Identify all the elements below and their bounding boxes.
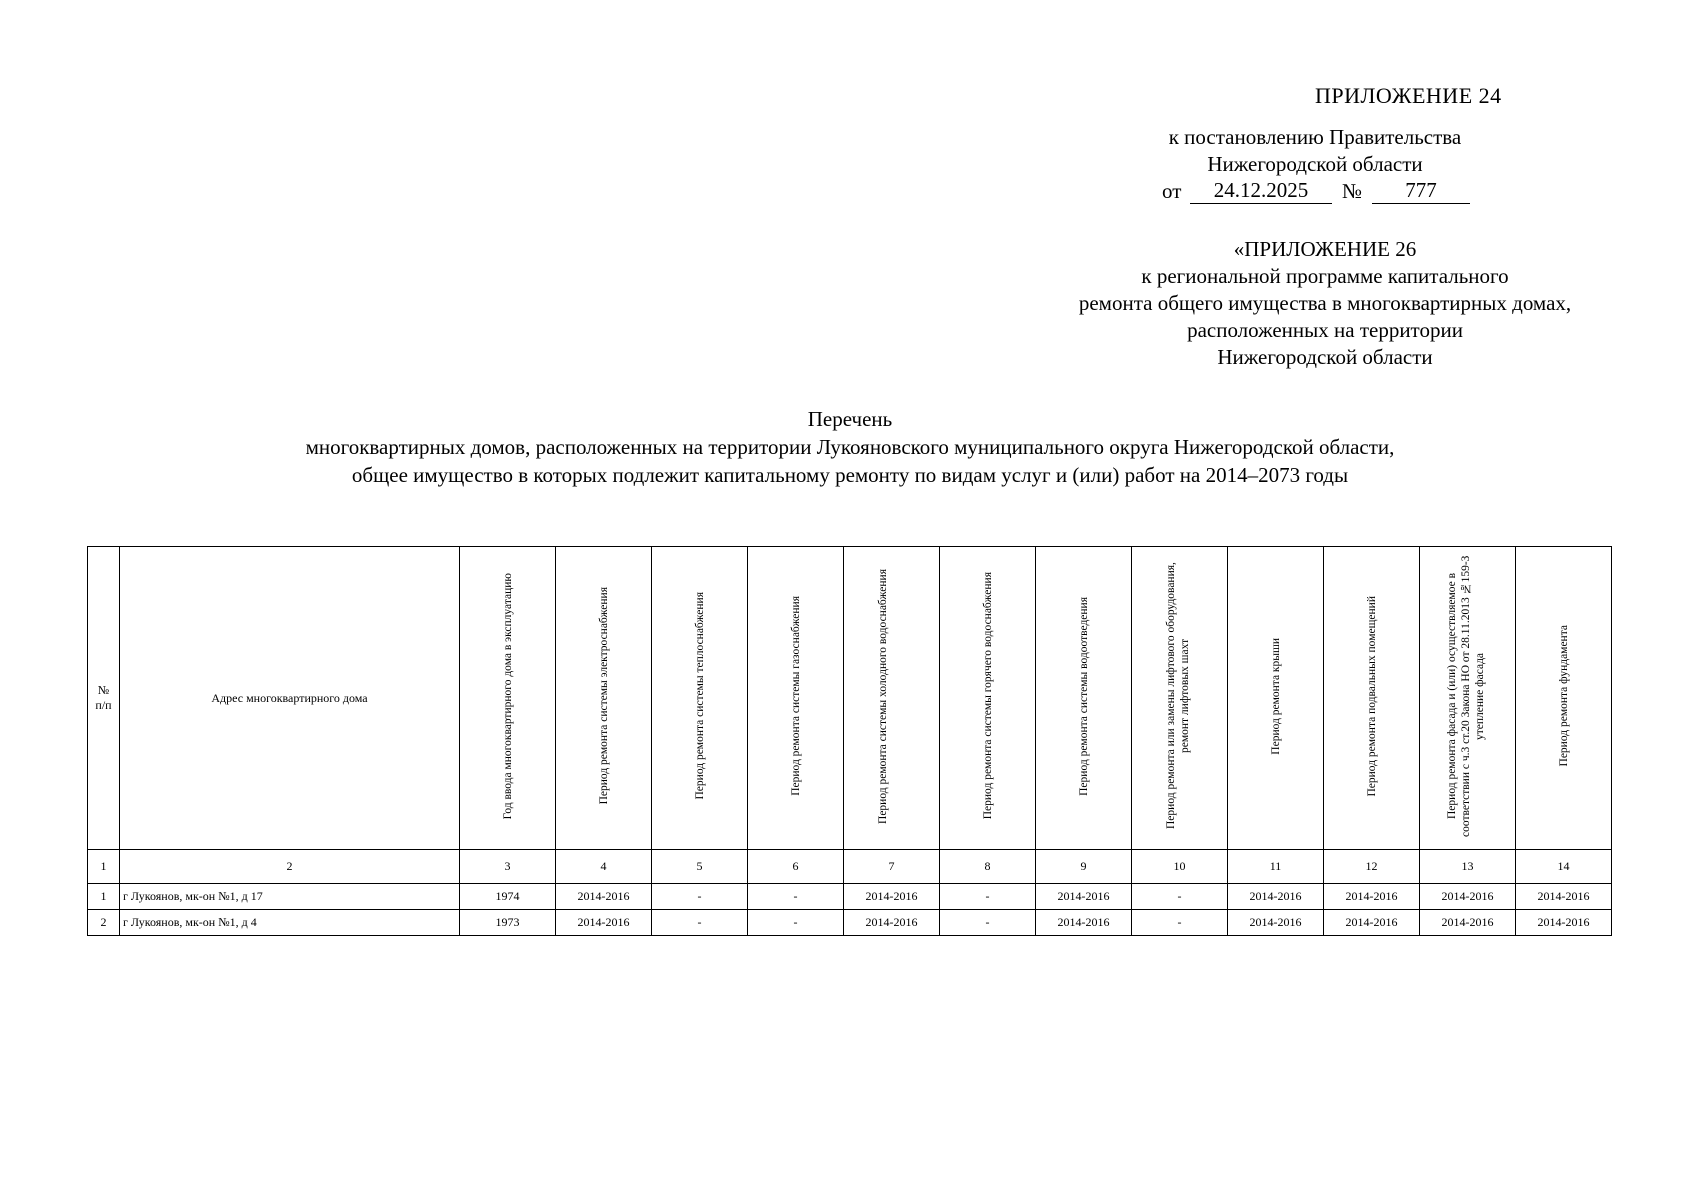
header-label: Период ремонта системы водоотведения <box>1077 596 1090 796</box>
decree-date: 24.12.2025 <box>1190 178 1332 204</box>
table-cell: 2014-2016 <box>1228 910 1324 936</box>
house-address: г Лукоянов, мк-он №1, д 17 <box>120 884 460 910</box>
column-number-row <box>88 850 1612 884</box>
header-cell-facade <box>1420 547 1516 850</box>
number-sign: № <box>1342 179 1363 203</box>
list-title-line-1: Перечень <box>807 407 893 431</box>
column-number: 4 <box>556 850 652 884</box>
row-number: 1 <box>88 884 120 910</box>
table-cell: 2014-2016 <box>556 884 652 910</box>
header-label: № п/п <box>95 683 112 712</box>
header-label: Период ремонта системы электроснабжения <box>597 587 610 805</box>
annex26-line-2: ремонта общего имущества в многоквартирных домах, <box>1078 291 1572 315</box>
header-cell-electric <box>556 547 652 850</box>
house-address: г Лукоянов, мк-он №1, д 4 <box>120 910 460 936</box>
header-cell-roof <box>1228 547 1324 850</box>
annex26-line-3: расположенных на территории <box>1187 318 1463 342</box>
header-label: Период ремонта фундамента <box>1557 625 1570 767</box>
table-cell: 2014-2016 <box>844 910 940 936</box>
header-cell-address <box>120 547 460 850</box>
decree-line-1: к постановлению Правительства <box>1168 125 1462 149</box>
decree-number: 777 <box>1372 178 1470 204</box>
decree-reference <box>1110 124 1520 206</box>
header-cell-basement <box>1324 547 1420 850</box>
table-row <box>88 884 1612 910</box>
table-cell: - <box>748 884 844 910</box>
header-cell-year <box>460 547 556 850</box>
column-number: 10 <box>1132 850 1228 884</box>
column-number: 6 <box>748 850 844 884</box>
header-cell-gas <box>748 547 844 850</box>
table-cell: 2014-2016 <box>1420 884 1516 910</box>
column-number: 2 <box>120 850 460 884</box>
table-cell: - <box>652 884 748 910</box>
column-number: 12 <box>1324 850 1420 884</box>
header-cell-drainage <box>1036 547 1132 850</box>
table-cell: 2014-2016 <box>1420 910 1516 936</box>
column-number: 9 <box>1036 850 1132 884</box>
header-label: Период ремонта системы теплоснабжения <box>693 592 706 800</box>
table-cell: - <box>1132 910 1228 936</box>
column-number: 13 <box>1420 850 1516 884</box>
list-title <box>150 405 1550 489</box>
column-number: 1 <box>88 850 120 884</box>
column-number: 14 <box>1516 850 1612 884</box>
table-cell: 2014-2016 <box>1324 910 1420 936</box>
table-cell: - <box>1132 884 1228 910</box>
list-title-line-2: многоквартирных домов, расположенных на территории Лукояновского муниципального округа Нижегородской области, <box>305 435 1395 459</box>
header-cell-heating <box>652 547 748 850</box>
table-row <box>88 910 1612 936</box>
table-cell: - <box>940 884 1036 910</box>
header-label: Период ремонта крыши <box>1269 637 1282 755</box>
table-cell: 1973 <box>460 910 556 936</box>
header-label: Период ремонта фасада и (или) осуществляемое в соответствии с ч.3 ст.20 Закона НО от 28.11.2013 №159-З утепление фасада <box>1445 555 1486 837</box>
column-number: 5 <box>652 850 748 884</box>
table-cell: 1974 <box>460 884 556 910</box>
table-cell: - <box>940 910 1036 936</box>
list-title-line-3: общее имущество в которых подлежит капитальному ремонту по видам услуг и (или) работ на 2014–2073 годы <box>351 463 1349 487</box>
column-number: 3 <box>460 850 556 884</box>
header-cell-foundation <box>1516 547 1612 850</box>
annex26-title: «ПРИЛОЖЕНИЕ 26 <box>1233 237 1417 261</box>
column-number: 11 <box>1228 850 1324 884</box>
decree-line-2: Нижегородской области <box>1207 152 1423 176</box>
header-label: Адрес многоквартирного дома <box>211 690 368 705</box>
table-cell: 2014-2016 <box>1228 884 1324 910</box>
table-cell: - <box>748 910 844 936</box>
table-cell: 2014-2016 <box>844 884 940 910</box>
annex26-line-4: Нижегородской области <box>1217 345 1433 369</box>
table-cell: 2014-2016 <box>1036 884 1132 910</box>
header-label: Период ремонта подвальных помещений <box>1365 595 1378 797</box>
header-label: Период ремонта или замены лифтового оборудования, ремонт лифтовых шахт <box>1164 562 1191 830</box>
table-cell: 2014-2016 <box>1516 910 1612 936</box>
decree-date-line <box>1110 178 1520 206</box>
header-label: Период ремонта системы холодного водоснабжения <box>876 568 889 824</box>
header-label: Период ремонта системы газоснабжения <box>789 596 802 796</box>
header-label: Период ремонта системы горячего водоснабжения <box>981 572 994 820</box>
date-prefix: от <box>1162 179 1182 203</box>
header-cell-hot-water <box>940 547 1036 850</box>
table-cell: 2014-2016 <box>1516 884 1612 910</box>
annex26-reference <box>1030 236 1620 371</box>
table-cell: 2014-2016 <box>556 910 652 936</box>
header-label: Год ввода многоквартирного дома в эксплуатацию <box>501 572 514 820</box>
table-cell: - <box>652 910 748 936</box>
column-number: 7 <box>844 850 940 884</box>
row-number: 2 <box>88 910 120 936</box>
table-cell: 2014-2016 <box>1324 884 1420 910</box>
header-cell-cold-water <box>844 547 940 850</box>
houses-table <box>87 546 1612 936</box>
header-row <box>88 547 1612 850</box>
table-cell: 2014-2016 <box>1036 910 1132 936</box>
column-number: 8 <box>940 850 1036 884</box>
annex26-line-1: к региональной программе капитального <box>1141 264 1509 288</box>
header-cell-elevator <box>1132 547 1228 850</box>
annex-title: ПРИЛОЖЕНИЕ 24 <box>1315 83 1502 108</box>
header-cell-number <box>88 547 120 850</box>
